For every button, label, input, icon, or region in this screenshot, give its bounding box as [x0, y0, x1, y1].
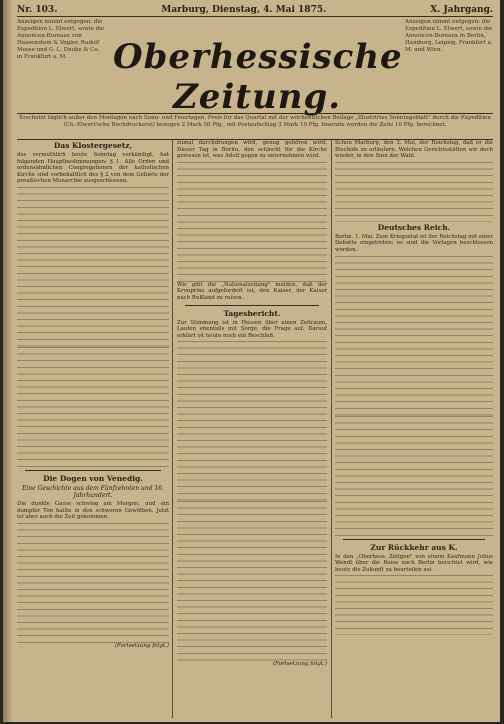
article-text: Zur Stimmung ist in Hessen über einen Zeitraum, Laufen ebenfalls mit Sorge, die Frage auf. Darauf erklärt ist heute noch ein Beschluß.: [177, 319, 327, 339]
section-title: Deutsches Reich.: [377, 222, 451, 232]
continued-note: (Fortsetzung folgt.): [114, 642, 169, 649]
article-text: Wir gibt die „Nationalzeitung" melden, daß der Kronprinz aufgefordert ist, den Kaiser, der Kaiser nach Rußland zu reisen.: [177, 281, 327, 301]
text-block: [335, 162, 493, 222]
subscription-info: Erscheint täglich außer den Montagen nach Sonn- und Feiertagen. Preis für das Quartal mit der wöchentlichen Beilage „Illustrirtes Sonntagsblatt" durch die Expedition (Ch.-Elwert'sche Buchdruckerei) bezogen 2 Mark 50 Pfg., mit Postaufschlag 3 Mark 10 Pfg. Inserate werden die Zeile 10 Pfg. berechnet.: [17, 113, 493, 140]
feuilleton-text: Die dunkle Gasse schwieg am Morgen, und ein dumpfer Ton hallte in den schweren Gewölben. Jetzt ist aber auch die Zeit gekommen.: [17, 500, 169, 521]
article-title: Das Klostergesetz,: [53, 141, 133, 150]
article-text: das vermuthlich heute Sonntag verkündigt, hat folgenden Hauptbestimmungen: § 1. Alle Orden und ordensähnlichen Congregationen der katholischen Kirche sind vorbehaltlich des § 2 von dem Gebiete der preußischen Monarchie ausgeschlossen.: [17, 152, 169, 185]
text-block: [335, 256, 493, 416]
section-title: Zur Rückkehr aus K.: [370, 542, 458, 552]
article-text: zumal durchdrungen wird, genug gehören wird. Dieser Tag in Berlin, den schlecht für die Kirche gewesen ist, was Adolf gegen zu unternehmen wird.: [177, 140, 327, 160]
column-rule: [172, 140, 173, 718]
masthead-right-note: Anzeigen nimmt entgegen: die Expedition L. Elwert, sowie die Annoncen-Bureaux in Berlin, Hamburg, Leipzig, Frankfurt a. M. und Wien.: [405, 19, 493, 53]
text-block: [17, 523, 169, 643]
masthead-left-note: Anzeigen nimmt entgegen: die Expedition L. Elwert, sowie die Annoncen-Bureaux von Haasenstein & Vogler, Rudolf Mosse und G. L. Daube & Co. in Frankfurt a. M.: [17, 19, 105, 60]
issue-number: Nr. 103.: [17, 5, 58, 15]
newspaper-page: [3, 0, 500, 722]
masthead: [17, 17, 493, 117]
divider: [343, 539, 485, 540]
text-block: [335, 575, 493, 635]
divider: [25, 470, 161, 471]
divider: [185, 305, 319, 306]
text-block: [177, 501, 327, 661]
column-3: [335, 140, 493, 718]
page-edge: [3, 0, 13, 722]
newspaper-title: Oberhessische Zeitung.: [113, 37, 403, 117]
text-block: [17, 187, 169, 347]
text-block: [335, 416, 493, 536]
column-2: [177, 140, 327, 718]
feuilleton-subtitle: Eine Geschichte aus dem Fünfzehnten und 16. Jahrhundert.: [21, 484, 164, 499]
article-text: Berlin, 1. Mai. Zum Kriegsetat ist der Reichstag mit einer Debatte eingetreten; es sind die Vorlagen beschlossen worden.: [335, 233, 493, 253]
text-block: [177, 162, 327, 282]
article-text: Schon Marburg, den 3. Mai, der Reichstag, daß er die Bischöfe zu erläutern. Welchen Gerichtsstätten wir doch wieder, in den Sinn der Wahl.: [335, 140, 493, 160]
continued-note: (Fortsetzung folgt.): [272, 661, 327, 668]
column-1: [17, 140, 169, 718]
article-columns: [17, 140, 493, 718]
text-block: [177, 341, 327, 501]
column-rule: [331, 140, 332, 718]
feuilleton-title: Die Dogen von Venedig.: [43, 473, 143, 483]
text-block: [17, 347, 169, 467]
dateline: [17, 4, 493, 17]
article-text: In den „Oberhess. Zeitgen" von einem Kaufmann Julius Wendt über die Reise nach Berlin berichtet wird, wie heute die Zukunft zu beurteilen sei.: [335, 553, 493, 573]
issue-date: Marburg, Dienstag, 4. Mai 1875.: [161, 5, 327, 15]
volume: X. Jahrgang.: [430, 5, 493, 15]
section-title: Tagesbericht.: [223, 308, 281, 318]
